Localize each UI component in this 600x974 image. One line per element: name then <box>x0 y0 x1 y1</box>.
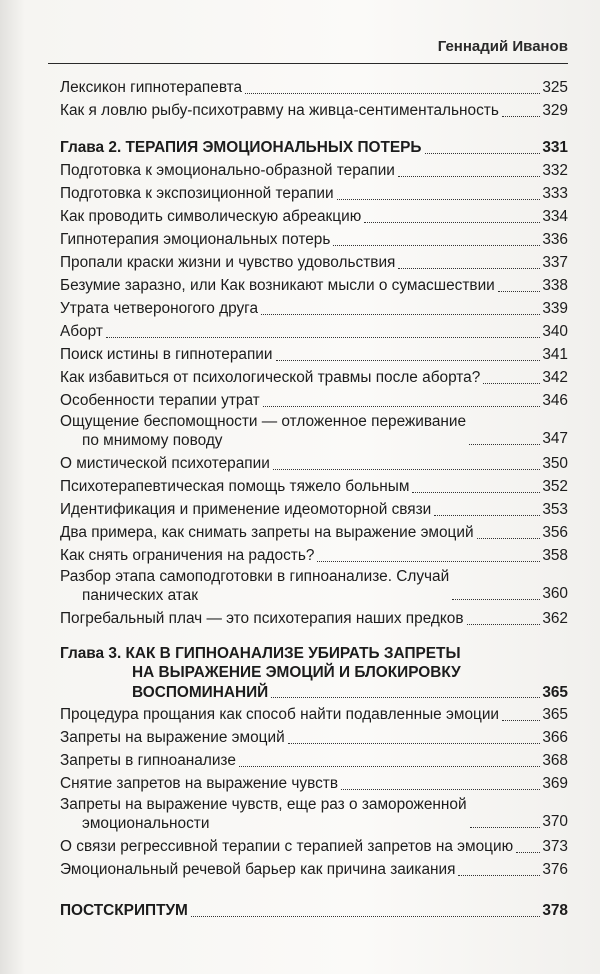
toc-entry-title: Подготовка к эмоционально-образной терапии <box>60 162 395 179</box>
chapter-title-line: ВОСПОМИНАНИЙ <box>132 684 269 701</box>
toc-entry-page: 333 <box>542 185 568 202</box>
toc-entry-title: Ощущение беспомощности — отложенное переживание по мнимому поводу <box>60 413 467 449</box>
toc-entry-page: 341 <box>542 346 568 363</box>
chapter-title: Глава 2. ТЕРАПИЯ ЭМОЦИОНАЛЬНЫХ ПОТЕРЬ <box>60 139 422 156</box>
toc-entry-page: 366 <box>542 729 568 746</box>
toc-entry[interactable] <box>60 274 568 297</box>
toc-entry-page: 373 <box>542 838 568 855</box>
toc-entry[interactable] <box>60 452 568 475</box>
toc-entry-title: Лексикон гипнотерапевта <box>60 79 243 96</box>
toc-entry-title: О мистической психотерапии <box>60 455 270 472</box>
toc-entry-title: Подготовка к экспозиционной терапии <box>60 185 334 202</box>
toc-entry-page: 332 <box>542 162 568 179</box>
chapter-title-line: Глава 3. КАК В ГИПНОАНАЛИЗЕ УБИРАТЬ ЗАПРЕТЫ <box>60 645 461 662</box>
toc-entry-page: 342 <box>542 369 568 386</box>
running-header: Геннадий Иванов <box>48 38 568 64</box>
chapter-3-heading[interactable] <box>60 644 568 703</box>
toc-entry[interactable] <box>60 521 568 544</box>
toc-entry-title: Запреты на выражение эмоций <box>60 729 285 746</box>
toc-entry-title: Пропали краски жизни и чувство удовольствия <box>60 254 396 271</box>
toc-entry-title: Поиск истины в гипнотерапии <box>60 346 273 363</box>
toc-entry-page: 337 <box>542 254 568 271</box>
toc-entry-title: Утрата четвероногого друга <box>60 300 259 317</box>
toc-entry-page: 352 <box>542 478 568 495</box>
toc-entry-title: Аборт <box>60 323 103 340</box>
toc-entry-title: Как снять ограничения на радость? <box>60 547 315 564</box>
chapter-2-heading[interactable] <box>60 136 568 159</box>
toc-entry[interactable] <box>60 498 568 521</box>
toc-entry-title: Как избавиться от психологической травмы после аборта? <box>60 369 481 386</box>
toc-entry-page: 336 <box>542 231 568 248</box>
toc-entry-title: Безумие заразно, или Как возникают мысли о сумасшествии <box>60 277 495 294</box>
toc-entry-page: 347 <box>542 430 568 447</box>
toc-entry-page: 369 <box>542 775 568 792</box>
toc-entry[interactable] <box>60 835 568 858</box>
postscript-title: ПОСТСКРИПТУМ <box>60 902 188 919</box>
toc-entry-title: О связи регрессивной терапии с терапией запретов на эмоцию <box>60 838 514 855</box>
toc-entry-page: 365 <box>542 706 568 723</box>
toc-entry-page: 362 <box>542 610 568 627</box>
toc-entry[interactable] <box>60 228 568 251</box>
toc-entry[interactable] <box>60 795 568 833</box>
toc-entry[interactable] <box>60 159 568 182</box>
toc-entry[interactable] <box>60 544 568 567</box>
toc-entry-page: 329 <box>542 102 568 119</box>
toc-entry[interactable] <box>60 182 568 205</box>
toc-entry[interactable] <box>60 389 568 412</box>
toc-entry-title: Особенности терапии утрат <box>60 392 260 409</box>
toc-entry-title: Погребальный плач — это психотерапия наших предков <box>60 610 464 627</box>
toc-entry[interactable] <box>60 772 568 795</box>
toc-entry[interactable] <box>60 567 568 605</box>
toc-entry[interactable] <box>60 607 568 630</box>
toc-entry-page: 360 <box>542 585 568 602</box>
toc-entry-page: 339 <box>542 300 568 317</box>
toc-entry-page: 358 <box>542 547 568 564</box>
toc-entry[interactable] <box>60 76 568 99</box>
toc-entry-title: Как я ловлю рыбу-психотравму на живца-сентиментальность <box>60 102 499 119</box>
toc-entry-page: 350 <box>542 455 568 472</box>
toc-entry[interactable] <box>60 343 568 366</box>
toc-entry-page: 325 <box>542 79 568 96</box>
toc-entry-page: 376 <box>542 861 568 878</box>
chapter-title-line: НА ВЫРАЖЕНИЕ ЭМОЦИЙ И БЛОКИРОВКУ <box>132 664 461 681</box>
table-of-contents <box>60 76 568 922</box>
toc-entry-page: 368 <box>542 752 568 769</box>
toc-entry[interactable] <box>60 320 568 343</box>
toc-entry-title: Разбор этапа самоподготовки в гипноанализе. Случай панических атак <box>60 568 450 604</box>
toc-entry-title: Эмоциональный речевой барьер как причина заикания <box>60 861 456 878</box>
toc-entry[interactable] <box>60 99 568 122</box>
postscript-entry[interactable] <box>60 899 568 922</box>
toc-entry[interactable] <box>60 475 568 498</box>
toc-entry-title: Как проводить символическую абреакцию <box>60 208 362 225</box>
toc-entry[interactable] <box>60 205 568 228</box>
toc-entry-page: 356 <box>542 524 568 541</box>
toc-entry-title: Психотерапевтическая помощь тяжело больным <box>60 478 410 495</box>
postscript-page: 378 <box>542 902 568 919</box>
toc-entry[interactable] <box>60 412 568 450</box>
toc-entry-page: 334 <box>542 208 568 225</box>
toc-entry[interactable] <box>60 703 568 726</box>
toc-entry-title: Снятие запретов на выражение чувств <box>60 775 338 792</box>
toc-entry[interactable] <box>60 297 568 320</box>
toc-entry-page: 338 <box>542 277 568 294</box>
toc-entry-page: 340 <box>542 323 568 340</box>
toc-entry-page: 346 <box>542 392 568 409</box>
toc-entry-title: Запреты в гипноанализе <box>60 752 236 769</box>
toc-entry-title: Два примера, как снимать запреты на выражение эмоций <box>60 524 474 541</box>
toc-entry-title: Запреты на выражение чувств, еще раз о замороженной эмоциональности <box>60 796 467 832</box>
toc-entry-page: 370 <box>542 813 568 830</box>
toc-entry[interactable] <box>60 726 568 749</box>
toc-entry[interactable] <box>60 749 568 772</box>
toc-entry-title: Процедура прощания как способ найти подавленные эмоции <box>60 706 500 723</box>
chapter-page: 365 <box>542 684 568 701</box>
toc-entry[interactable] <box>60 858 568 881</box>
toc-entry-title: Гипнотерапия эмоциональных потерь <box>60 231 331 248</box>
chapter-page: 331 <box>542 139 568 156</box>
toc-entry-title: Идентификация и применение идеомоторной связи <box>60 501 432 518</box>
toc-entry[interactable] <box>60 251 568 274</box>
toc-entry[interactable] <box>60 366 568 389</box>
toc-entry-page: 353 <box>542 501 568 518</box>
